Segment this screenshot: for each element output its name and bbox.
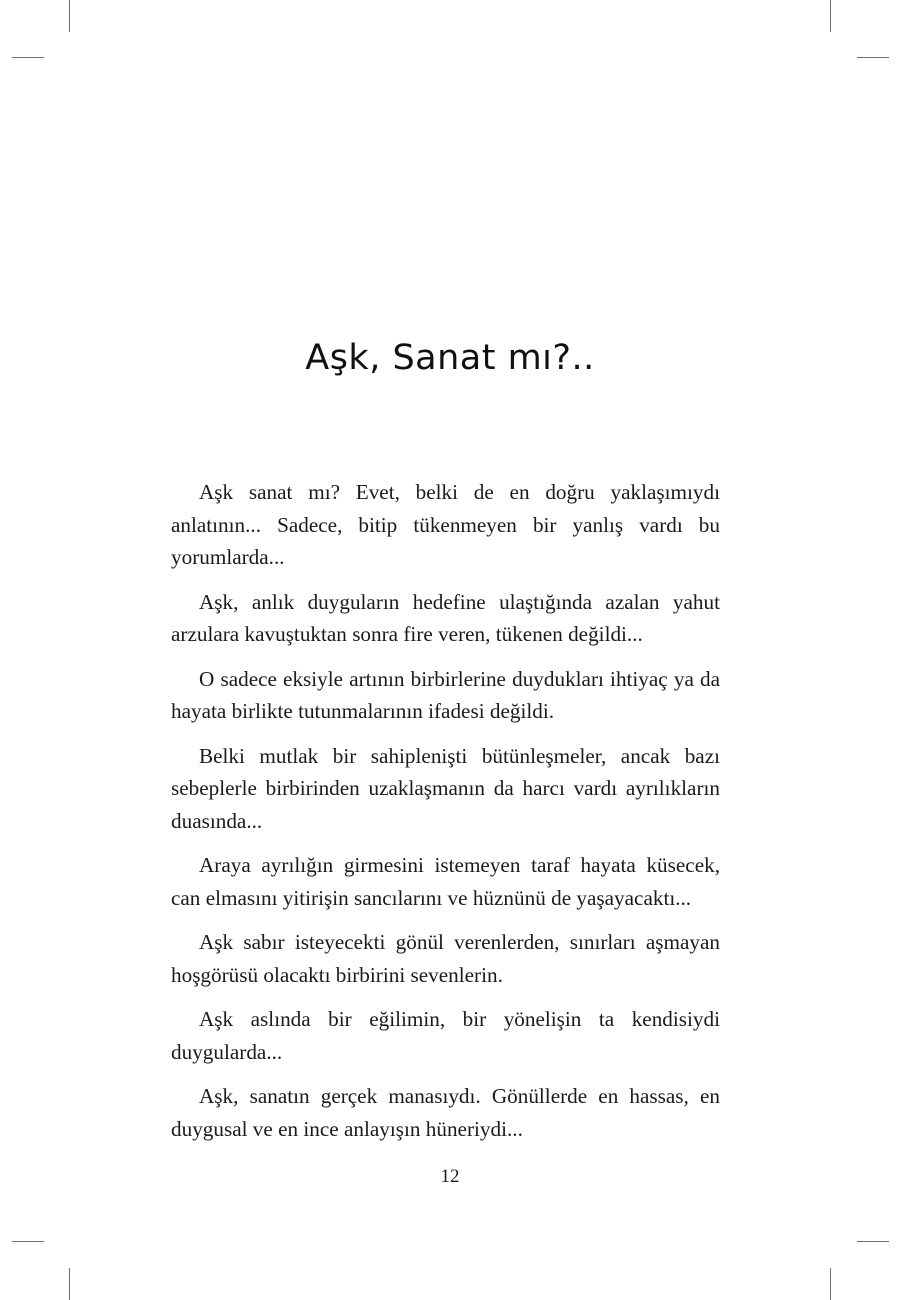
crop-mark-top-right-vertical <box>830 0 831 32</box>
chapter-title: Aşk, Sanat mı?.. <box>305 338 595 378</box>
paragraph-1: Aşk sanat mı? Evet, belki de en doğru yaklaşımıydı anlatının... Sadece, bitip tükenmeyen bir yanlış vardı bu yorumlarda... <box>171 480 720 569</box>
crop-mark-top-right-horizontal <box>857 57 889 58</box>
crop-mark-bottom-right-horizontal <box>857 1241 889 1242</box>
crop-mark-bottom-left-vertical <box>69 1268 70 1300</box>
page-number: 12 <box>440 1166 460 1187</box>
body-text <box>171 476 720 1157</box>
paragraph-4: Belki mutlak bir sahiplenişti bütünleşmeler, ancak bazı sebeplerle birbirinden uzaklaşmanın da harcı vardı ayrılıkların duasında... <box>171 743 720 833</box>
crop-mark-bottom-left-horizontal <box>12 1241 44 1242</box>
paragraph-6: Aşk sabır isteyecekti gönül verenlerden, sınırları aşmayan hoşgörüsü olacaktı birbirini sevenlerin. <box>171 930 720 987</box>
paragraph-2: Aşk, anlık duyguların hedefine ulaştığında azalan yahut arzulara kavuştuktan sonra fire veren, tükenen değildi... <box>171 589 720 646</box>
paragraph-5: Araya ayrılığın girmesini istemeyen taraf hayata küsecek, can elmasını yitirişin sancılarını ve hüznünü de yaşayacaktı... <box>171 853 720 910</box>
paragraph-8: Aşk, sanatın gerçek manasıydı. Gönüllerde en hassas, en duygusal ve en ince anlayışın hüneriydi... <box>171 1084 720 1141</box>
crop-mark-bottom-right-vertical <box>830 1268 831 1300</box>
paragraph-7: Aşk aslında bir eğilimin, bir yönelişin ta kendisiydi duygularda... <box>171 1007 720 1064</box>
paragraph-3: O sadece eksiyle artının birbirlerine duydukları ihtiyaç ya da hayata birlikte tutunmalarının ifadesi değildi. <box>171 666 720 723</box>
crop-mark-top-left-vertical <box>69 0 70 32</box>
crop-mark-top-left-horizontal <box>12 57 44 58</box>
